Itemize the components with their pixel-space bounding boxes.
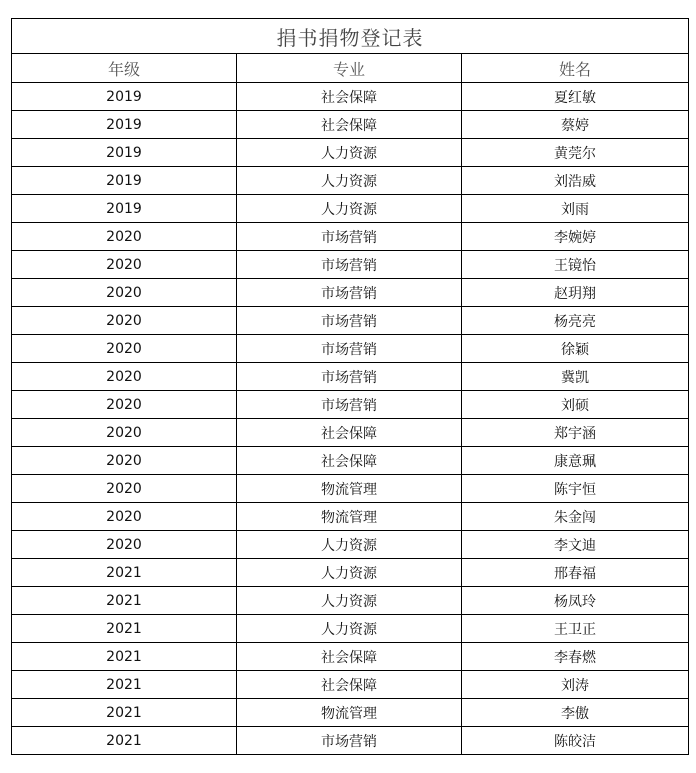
- cell-year: 2021: [12, 615, 237, 643]
- cell-name: 王卫正: [462, 615, 689, 643]
- cell-name: 王镜怡: [462, 251, 689, 279]
- table-row: [12, 195, 689, 223]
- cell-name: 康意珮: [462, 447, 689, 475]
- cell-year: 2020: [12, 223, 237, 251]
- table-row: [12, 111, 689, 139]
- cell-name: 郑宇涵: [462, 419, 689, 447]
- cell-year: 2021: [12, 559, 237, 587]
- cell-name: 刘浩威: [462, 167, 689, 195]
- table-row: [12, 307, 689, 335]
- cell-year: 2021: [12, 727, 237, 755]
- table-row: [12, 503, 689, 531]
- table-row: [12, 587, 689, 615]
- cell-major: 物流管理: [237, 503, 462, 531]
- table-row: [12, 671, 689, 699]
- cell-major: 人力资源: [237, 615, 462, 643]
- cell-major: 社会保障: [237, 671, 462, 699]
- cell-year: 2020: [12, 419, 237, 447]
- cell-name: 李傲: [462, 699, 689, 727]
- cell-year: 2019: [12, 83, 237, 111]
- table-row: [12, 419, 689, 447]
- cell-year: 2020: [12, 363, 237, 391]
- cell-year: 2020: [12, 251, 237, 279]
- header-row: [12, 54, 689, 83]
- table-row: [12, 727, 689, 755]
- table-row: [12, 251, 689, 279]
- registration-sheet: [11, 18, 688, 755]
- cell-major: 人力资源: [237, 559, 462, 587]
- table-row: [12, 139, 689, 167]
- table-row: [12, 699, 689, 727]
- cell-major: 人力资源: [237, 587, 462, 615]
- cell-major: 市场营销: [237, 307, 462, 335]
- cell-name: 李婉婷: [462, 223, 689, 251]
- column-header-year: 年级: [12, 54, 237, 83]
- cell-major: 社会保障: [237, 643, 462, 671]
- cell-major: 人力资源: [237, 531, 462, 559]
- cell-major: 人力资源: [237, 195, 462, 223]
- cell-name: 黄莞尔: [462, 139, 689, 167]
- table-row: [12, 363, 689, 391]
- cell-name: 陈皎洁: [462, 727, 689, 755]
- title-row: [12, 19, 689, 54]
- cell-name: 陈宇恒: [462, 475, 689, 503]
- table-title: 捐书捐物登记表: [12, 19, 689, 54]
- cell-year: 2019: [12, 111, 237, 139]
- cell-major: 社会保障: [237, 111, 462, 139]
- table-row: [12, 643, 689, 671]
- cell-year: 2019: [12, 167, 237, 195]
- cell-year: 2020: [12, 531, 237, 559]
- cell-year: 2021: [12, 671, 237, 699]
- table-row: [12, 475, 689, 503]
- table-row: [12, 447, 689, 475]
- cell-year: 2020: [12, 335, 237, 363]
- cell-major: 市场营销: [237, 363, 462, 391]
- table-row: [12, 279, 689, 307]
- table-body: [12, 83, 689, 755]
- cell-major: 人力资源: [237, 167, 462, 195]
- cell-major: 社会保障: [237, 447, 462, 475]
- cell-name: 李文迪: [462, 531, 689, 559]
- table-row: [12, 391, 689, 419]
- table-row: [12, 531, 689, 559]
- cell-name: 杨凤玲: [462, 587, 689, 615]
- donation-register-table: [11, 18, 689, 755]
- cell-major: 市场营销: [237, 279, 462, 307]
- cell-year: 2020: [12, 307, 237, 335]
- cell-year: 2020: [12, 391, 237, 419]
- table-row: [12, 559, 689, 587]
- cell-year: 2021: [12, 587, 237, 615]
- table-row: [12, 615, 689, 643]
- cell-major: 物流管理: [237, 699, 462, 727]
- cell-major: 市场营销: [237, 335, 462, 363]
- cell-name: 徐颖: [462, 335, 689, 363]
- cell-major: 人力资源: [237, 139, 462, 167]
- cell-name: 杨亮亮: [462, 307, 689, 335]
- cell-major: 市场营销: [237, 727, 462, 755]
- cell-year: 2020: [12, 279, 237, 307]
- cell-name: 蔡婷: [462, 111, 689, 139]
- cell-major: 物流管理: [237, 475, 462, 503]
- column-header-name: 姓名: [462, 54, 689, 83]
- cell-year: 2020: [12, 503, 237, 531]
- cell-name: 邢春福: [462, 559, 689, 587]
- cell-year: 2019: [12, 139, 237, 167]
- cell-year: 2021: [12, 643, 237, 671]
- cell-year: 2021: [12, 699, 237, 727]
- table-row: [12, 167, 689, 195]
- cell-year: 2020: [12, 475, 237, 503]
- column-header-major: 专业: [237, 54, 462, 83]
- cell-year: 2020: [12, 447, 237, 475]
- cell-name: 刘涛: [462, 671, 689, 699]
- cell-major: 社会保障: [237, 83, 462, 111]
- cell-name: 李春燃: [462, 643, 689, 671]
- cell-major: 市场营销: [237, 251, 462, 279]
- cell-name: 冀凯: [462, 363, 689, 391]
- cell-name: 朱金闯: [462, 503, 689, 531]
- cell-name: 夏红敏: [462, 83, 689, 111]
- table-row: [12, 83, 689, 111]
- cell-major: 市场营销: [237, 391, 462, 419]
- cell-name: 刘雨: [462, 195, 689, 223]
- cell-major: 市场营销: [237, 223, 462, 251]
- cell-year: 2019: [12, 195, 237, 223]
- table-row: [12, 335, 689, 363]
- cell-name: 刘硕: [462, 391, 689, 419]
- table-row: [12, 223, 689, 251]
- cell-major: 社会保障: [237, 419, 462, 447]
- cell-name: 赵玥翔: [462, 279, 689, 307]
